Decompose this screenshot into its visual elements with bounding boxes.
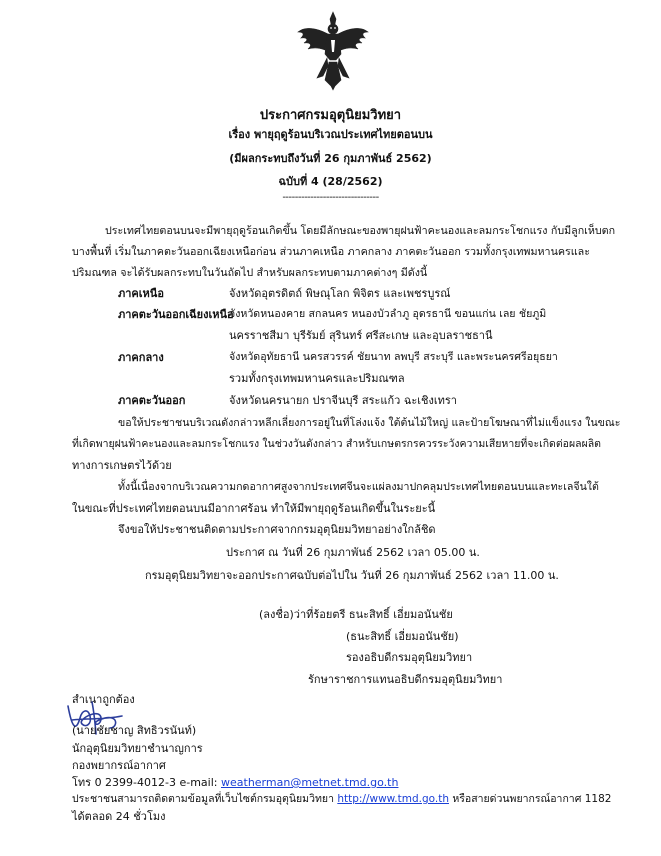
garuda-emblem-icon	[295, 10, 371, 92]
certifier-position: นักอุตุนิยมวิทยาชำนาญการ	[72, 742, 203, 755]
contact-website-line	[72, 790, 611, 807]
email-link[interactable]: weatherman@metnet.tmd.go.th	[221, 776, 399, 789]
next-announcement: กรมอุตุนิยมวิทยาจะออกประกาศฉบับต่อไปใน วันที่ 26 กุมภาพันธ์ 2562 เวลา 11.00 น.	[145, 569, 559, 582]
contact-phone-email	[72, 773, 398, 791]
intro-line-2: บางพื้นที่ เริ่มในภาคตะวันออกเฉียงเหนือก่อน ส่วนภาคเหนือ ภาคกลาง ภาคตะวันออก รวมทั้งกรุงเทพมหานครและ	[72, 245, 590, 258]
hotline-text: หรือสายด่วนพยากรณ์อากาศ 1182	[448, 793, 612, 805]
phone-label: โทร 0 2399-4012-3 e-mail:	[72, 776, 221, 789]
signatory-name: (ธนะสิทธิ์ เอี่ยมอนันชัย)	[346, 630, 459, 643]
website-link[interactable]: http://www.tmd.go.th	[337, 793, 449, 805]
document-title: ประกาศกรมอุตุนิยมวิทยา	[259, 108, 402, 123]
effective-date: (มีผลกระทบถึงวันที่ 26 กุมภาพันธ์ 2562)	[229, 152, 432, 165]
certifier-name: (นายชัยชาญ สิทธิวรนันท์)	[72, 724, 197, 737]
intro-line-1: ประเทศไทยตอนบนจะมีพายุฤดูร้อนเกิดขึ้น โดยมีลักษณะของพายุฝนฟ้าคะนองและลมกระโชกแรง กับมีลูกเห็บตก	[105, 224, 616, 237]
document-subject: เรื่อง พายุฤดูร้อนบริเวณประเทศไทยตอนบน	[228, 128, 433, 141]
follow-notice: จึงขอให้ประชาชนติดตามประกาศจากกรมอุตุนิยมวิทยาอย่างใกล้ชิด	[118, 523, 436, 536]
hotline-hours: ได้ตลอด 24 ชั่วโมง	[72, 810, 166, 823]
region-northeast-provinces-2: นครราชสีมา บุรีรัมย์ สุรินทร์ ศรีสะเกษ และอุบลราชธานี	[229, 329, 493, 342]
intro-line-3: ปริมณฑล จะได้รับผลกระทบในวันถัดไป สำหรับผลกระทบตามภาคต่างๆ มีดังนี้	[72, 266, 428, 279]
header-divider: -------------------------------	[282, 192, 379, 203]
cause-line-2: ในขณะที่ประเทศไทยตอนบนมีอากาศร้อน ทำให้มีพายุฤดูร้อนเกิดขึ้นในระยะนี้	[72, 502, 436, 515]
region-northeast-provinces-1: จังหวัดหนองคาย สกลนคร หนองบัวลำภู อุดรธานี ขอนแก่น เลย ชัยภูมิ	[229, 308, 547, 320]
region-central-provinces-1: จังหวัดอุทัยธานี นครสวรรค์ ชัยนาท ลพบุรี สระบุรี และพระนครศรีอยุธยา	[229, 351, 558, 363]
cause-line-1: ทั้งนี้เนื่องจากบริเวณความกดอากาศสูงจากประเทศจีนจะแผ่ลงมาปกคลุมประเทศไทยตอนบนและทะเลจีนใต้	[118, 481, 599, 493]
region-east-provinces: จังหวัดนครนายก ปราจีนบุรี สระแก้ว ฉะเชิงเทรา	[229, 394, 457, 407]
warning-line-1: ขอให้ประชาชนบริเวณดังกล่าวหลีกเลี่ยงการอยู่ในที่โล่งแจ้ง ใต้ต้นไม้ใหญ่ และป้ายโฆษณาที่ไม่แข็งแรง ในขณะ	[118, 417, 621, 429]
region-central-provinces-2: รวมทั้งกรุงเทพมหานครและปริมณฑล	[229, 372, 405, 385]
signatory-position: รองอธิบดีกรมอุตุนิยมวิทยา	[346, 651, 473, 664]
region-north-name: ภาคเหนือ	[118, 287, 164, 300]
region-northeast-name: ภาคตะวันออกเฉียงเหนือ	[118, 308, 234, 321]
signatory-acting: รักษาราชการแทนอธิบดีกรมอุตุนิยมวิทยา	[308, 673, 503, 686]
issue-number: ฉบับที่ 4 (28/2562)	[278, 175, 383, 188]
website-prefix: ประชาชนสามารถติดตามข้อมูลที่เว็บไซต์กรมอุตุนิยมวิทยา	[72, 793, 338, 805]
certifier-division: กองพยากรณ์อากาศ	[72, 759, 166, 772]
region-east-name: ภาคตะวันออก	[118, 394, 186, 407]
region-central-name: ภาคกลาง	[118, 351, 164, 364]
signed-by: (ลงชื่อ)ว่าที่ร้อยตรี ธนะสิทธิ์ เอี่ยมอนันชัย	[259, 608, 453, 621]
warning-line-2: ที่เกิดพายุฝนฟ้าคะนองและลมกระโชกแรง ในช่วงวันดังกล่าว สำหรับเกษตรกรควรระวังความเสียหายที่จะเกิดต่อผลผลิต	[72, 438, 601, 450]
warning-line-3: ทางการเกษตรไว้ด้วย	[72, 459, 172, 472]
announced-time: ประกาศ ณ วันที่ 26 กุมภาพันธ์ 2562 เวลา 05.00 น.	[226, 546, 480, 559]
region-north-provinces: จังหวัดอุตรดิตถ์ พิษณุโลก พิจิตร และเพชรบูรณ์	[229, 287, 451, 300]
certified-copy-label: สำเนาถูกต้อง	[72, 693, 135, 706]
